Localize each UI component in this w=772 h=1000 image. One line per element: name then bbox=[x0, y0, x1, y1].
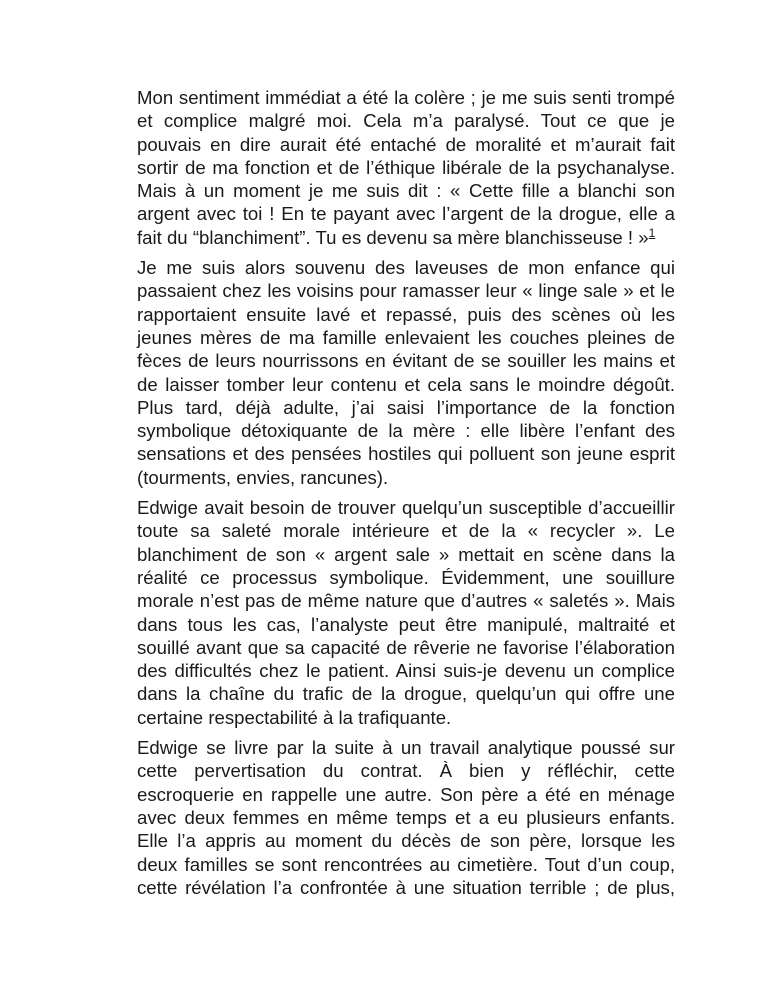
paragraph-3 bbox=[137, 496, 675, 729]
document-page bbox=[137, 86, 675, 906]
paragraph-1-text: Mon sentiment immédiat a été la colère ; je me suis senti trompé et complice malgré moi. Cela m’a paralysé. Tout ce que je pouvais en dire aurait été entaché de moralité et m’aurait fait sortir de ma fonction et de l’éthique libérale de la psychanalyse. Mais à un moment je me suis dit : « Cette fille a blanchi son argent avec toi ! En te payant avec l’argent de la drogue, elle a fait du “blanchiment”. Tu es devenu sa mère blanchisseuse ! » bbox=[137, 87, 675, 248]
paragraph-1 bbox=[137, 86, 675, 249]
paragraph-2-text: Je me suis alors souvenu des laveuses de mon enfance qui passaient chez les voisins pour ramasser leur « linge sale » et le rapportaient ensuite lavé et repassé, puis des scènes où les jeunes mères de ma famille enlevaient les couches pleines de fèces de leurs nourrissons en évitant de se souiller les mains et de laisser tomber leur contenu et cela sans le moindre dégoût. Plus tard, déjà adulte, j’ai saisi l’importance de la fonction symbolique détoxiquante de la mère : elle libère l’enfant des sensations et des pensées hostiles qui polluent son jeune esprit (tourments, envies, rancunes). bbox=[137, 257, 675, 488]
paragraph-4 bbox=[137, 736, 675, 899]
footnote-reference[interactable]: 1 bbox=[648, 225, 656, 240]
paragraph-4-text: Edwige se livre par la suite à un travail analytique poussé sur cette pervertisation du contrat. À bien y réfléchir, cette escroquerie en rappelle une autre. Son père a été en ménage avec deux femmes en même temps et a eu plusieurs enfants. Elle l’a appris au moment du décès de son père, lorsque les deux familles se sont rencontrées au cimetière. Tout d’un coup, cette révélation l’a confrontée à une situation terrible ; de plus, bbox=[137, 737, 675, 898]
paragraph-2 bbox=[137, 256, 675, 489]
paragraph-3-text: Edwige avait besoin de trouver quelqu’un susceptible d’accueillir toute sa saleté morale intérieure et de la « recycler ». Le blanchiment de son « argent sale » mettait en scène dans la réalité ce processus symbolique. Évidemment, une souillure morale n’est pas de même nature que d’autres « saletés ». Mais dans tous les cas, l’analyste peut être manipulé, maltraité et souillé avant que sa capacité de rêverie ne favorise l’élaboration des difficultés chez le patient. Ainsi suis-je devenu un complice dans la chaîne du trafic de la drogue, quelqu’un qui offre une certaine respectabilité à la trafiquante. bbox=[137, 497, 675, 728]
